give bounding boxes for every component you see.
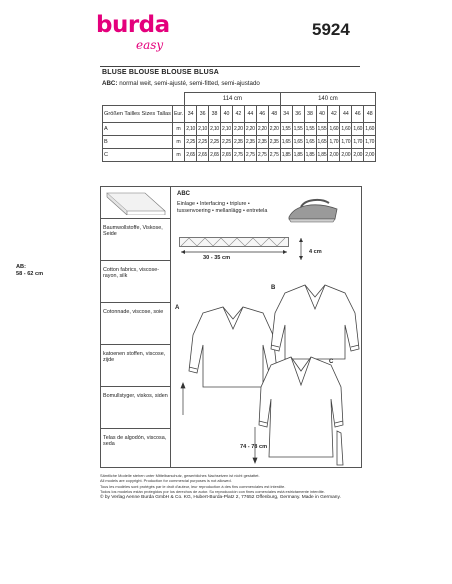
size-cell: 44 [244, 106, 256, 123]
length-c-label: 74 - 78 cm [240, 444, 268, 450]
fit-views: ABC: [102, 80, 118, 87]
burda-easy-logo [96, 12, 176, 62]
row-view: B [103, 136, 173, 149]
notions-and-views [173, 187, 361, 467]
yardage-cell: 1,60 [352, 123, 364, 136]
fit-description [102, 80, 260, 87]
yardage-cell: 2,00 [352, 149, 364, 162]
size-cell: 38 [304, 106, 316, 123]
size-cell: 48 [268, 106, 280, 123]
length-ab-value: 58 - 62 cm [16, 270, 44, 277]
yardage-cell: 1,55 [316, 123, 328, 136]
yardage-cell: 2,20 [232, 123, 244, 136]
length-arrows [181, 383, 257, 463]
yardage-cell: 2,10 [185, 123, 197, 136]
row-view: C [103, 149, 173, 162]
fabric-text-fr: Cotonnade, viscose, soie [101, 303, 170, 345]
view-b-letter: B [271, 285, 276, 291]
yardage-cell: 2,20 [268, 123, 280, 136]
blouse-views-illustration [173, 275, 361, 467]
copyright: © by Verlag Aenne Burda GmbH & Co. KG, Hubert-Burda-Platz 2, 77652 Offenburg, Germany. Made in Germany. [100, 494, 341, 500]
legal-line-fr: Tous les modèles sont protégés par le droit d'auteur, leur reproduction à des fins commerciales est interdite. [100, 483, 286, 489]
yardage-cell: 2,75 [244, 149, 256, 162]
yardage-cell: 2,25 [209, 136, 221, 149]
size-label: Größen Tailles Sizes Tallas [103, 106, 173, 123]
size-cell: 34 [185, 106, 197, 123]
yardage-cell: 2,00 [340, 149, 352, 162]
yardage-cell: 1,65 [316, 136, 328, 149]
size-cell: 44 [340, 106, 352, 123]
yardage-cell: 1,70 [352, 136, 364, 149]
iron-icon [285, 195, 341, 225]
table-row [103, 149, 376, 162]
fabric-text-sv: Bomullstyger, viskos, siden [101, 387, 170, 429]
yardage-cell: 2,35 [232, 136, 244, 149]
header-divider [100, 66, 360, 67]
size-system: Eur. [172, 106, 184, 123]
size-cell: 36 [197, 106, 209, 123]
legal-footer [100, 473, 362, 500]
yardage-cell: 1,55 [280, 123, 292, 136]
fabric-text-es: Telas de algodón, viscosa, seda [103, 435, 167, 448]
yardage-cell: 1,60 [328, 123, 340, 136]
yardage-cell: 1,65 [292, 136, 304, 149]
view-c-letter: C [329, 359, 334, 365]
row-unit: m [172, 136, 184, 149]
interfacing-strip-icon [179, 237, 289, 247]
yardage-cell: 1,65 [304, 136, 316, 149]
fabric-and-notions-panel [100, 186, 362, 468]
width-header-140: 140 cm [280, 93, 376, 106]
band-length-label: 30 - 35 cm [203, 255, 231, 261]
view-b-blouse [271, 285, 359, 359]
pattern-number: 5924 [312, 20, 350, 39]
fit-text: normal weit, semi-ajusté, semi-fitted, semi-ajustado [119, 80, 260, 87]
yardage-cell: 2,35 [244, 136, 256, 149]
row-unit: m [172, 149, 184, 162]
brand-name: burda [96, 12, 170, 38]
fabric-suggestions-column [101, 187, 171, 467]
size-cell: 38 [209, 106, 221, 123]
size-cell: 40 [316, 106, 328, 123]
yardage-cell: 2,00 [364, 149, 376, 162]
band-width-arrow [297, 237, 305, 261]
yardage-cell: 2,65 [209, 149, 221, 162]
view-a-blouse [189, 307, 277, 387]
yardage-cell: 2,25 [185, 136, 197, 149]
yardage-cell: 1,60 [340, 123, 352, 136]
size-cell: 46 [352, 106, 364, 123]
length-ab-label [16, 264, 43, 277]
yardage-cell: 1,65 [280, 136, 292, 149]
yardage-cell: 2,25 [197, 136, 209, 149]
view-a-letter: A [175, 305, 180, 311]
brand-subline: easy [136, 38, 164, 52]
yardage-cell: 1,55 [304, 123, 316, 136]
garment-title: BLUSE BLOUSE BLOUSE BLUSA [102, 69, 220, 76]
yardage-cell: 2,65 [197, 149, 209, 162]
fabric-text-nl: katoenen stoffen, viscose, zijde [101, 345, 170, 387]
yardage-cell: 2,10 [221, 123, 233, 136]
table-row [103, 136, 376, 149]
table-row [103, 123, 376, 136]
legal-line-de: Sämtliche Modelle stehen unter Mittelbarschutz, gewerbliches Nachsetzen ist nicht gestattet. [100, 473, 260, 478]
size-cell: 36 [292, 106, 304, 123]
legal-line-es: Todos los modelos están protegidos por los derechos de autor. Su reproducción con fines comerciales está estrictamente interdite. [100, 489, 325, 495]
fabric-text-en: Cotton fabrics, viscose-rayon, silk [101, 261, 170, 303]
fabric-text-de: Baumwollstoffe, Viskose, Seide [101, 219, 170, 261]
yardage-cell: 2,35 [268, 136, 280, 149]
yardage-cell: 2,75 [268, 149, 280, 162]
folded-fabric-icon [105, 189, 167, 215]
width-header-114: 114 cm [185, 93, 281, 106]
yardage-cell: 2,75 [232, 149, 244, 162]
yardage-cell: 1,85 [304, 149, 316, 162]
yardage-cell: 1,70 [364, 136, 376, 149]
fabric-yardage-table [102, 92, 376, 162]
size-cell: 42 [328, 106, 340, 123]
row-view: A [103, 123, 173, 136]
size-cell: 48 [364, 106, 376, 123]
length-ab-views: AB: [16, 264, 26, 270]
interfacing-text: Einlage • Interfacing • triplure • tussenvoering • mellanlägg • entretela [177, 201, 268, 214]
yardage-cell: 1,70 [328, 136, 340, 149]
yardage-cell: 2,10 [197, 123, 209, 136]
row-unit: m [172, 123, 184, 136]
yardage-cell: 2,65 [185, 149, 197, 162]
yardage-cell: 1,85 [280, 149, 292, 162]
size-cell: 42 [232, 106, 244, 123]
size-cell: 46 [256, 106, 268, 123]
yardage-cell: 2,10 [209, 123, 221, 136]
view-c-blouse [259, 357, 343, 465]
notions-views: ABC [177, 191, 190, 197]
fabric-swatch-cell [101, 187, 170, 219]
yardage-cell: 2,00 [328, 149, 340, 162]
size-cell: 40 [221, 106, 233, 123]
yardage-cell: 1,55 [292, 123, 304, 136]
yardage-cell: 2,20 [244, 123, 256, 136]
legal-line-en: All models are copyright. Production for commercial purposes is not allowed. [100, 478, 232, 484]
yardage-cell: 1,85 [316, 149, 328, 162]
size-cell: 34 [280, 106, 292, 123]
yardage-cell: 2,25 [221, 136, 233, 149]
yardage-cell: 1,85 [292, 149, 304, 162]
yardage-cell: 2,20 [256, 123, 268, 136]
yardage-cell: 1,70 [340, 136, 352, 149]
yardage-cell: 2,35 [256, 136, 268, 149]
band-width-label: 4 cm [309, 249, 322, 255]
yardage-cell: 2,65 [221, 149, 233, 162]
band-length-arrow [179, 249, 289, 255]
yardage-cell: 2,75 [256, 149, 268, 162]
yardage-cell: 1,60 [364, 123, 376, 136]
